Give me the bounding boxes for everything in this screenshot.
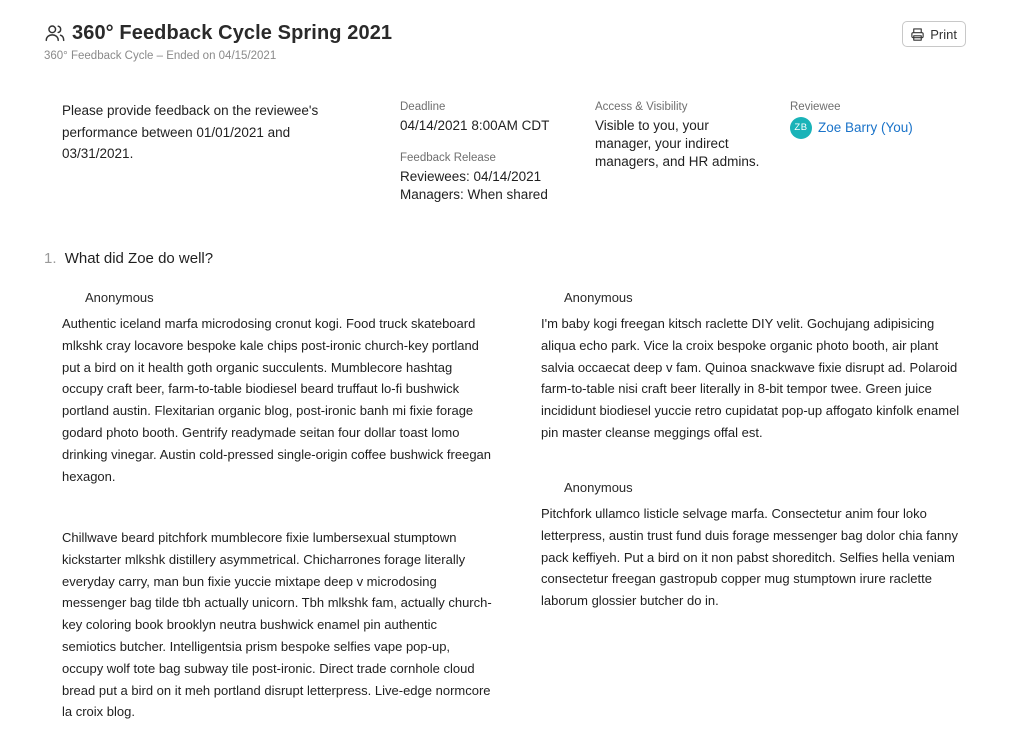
response-text: Authentic iceland marfa microdosing cronut kogi. Food truck skateboard mlkshk cray locavore bespoke kale chips post-ironic church-key portland put a bird on it health goth organic succulents. Mumblecore hashtag occupy craft beer, farm-to-table biodiesel beard truffaut lo-fi bushwick portland austin. Flexitarian organic blog, post-ironic banh mi fixie forage godard photo booth. Gentrify readymade seitan four dollar toast lomo drinking vinegar. Austin cold-pressed single-origin coffee bushwick freegan hexagon. <box>62 316 492 484</box>
question-number: 1. <box>44 250 57 267</box>
response-card <box>541 480 971 612</box>
question-text: What did Zoe do well? <box>64 250 214 267</box>
question-heading <box>44 250 213 267</box>
page-header <box>44 20 966 70</box>
printer-icon <box>910 27 925 42</box>
reviewee-label: Reviewee <box>790 101 841 113</box>
release-reviewees: Reviewees: 04/14/2021 <box>400 169 542 184</box>
deadline-label: Deadline <box>400 101 446 113</box>
reviewee-link[interactable]: Zoe Barry (You) <box>818 120 913 135</box>
response-author: Anonymous <box>564 480 633 495</box>
response-card <box>62 527 492 723</box>
response-author: Anonymous <box>564 290 633 305</box>
response-text: Chillwave beard pitchfork mumblecore fixie lumbersexual stumptown kickstarter mlkshk distillery asymmetrical. Chicharrones forage literally everyday carry, man bun fixie yuccie mixtape deep v microdosing messenger bag tilde tbh actually unicorn. Tbh mlkshk fam, actually church-key coloring book brooklyn neutra bushwick enamel pin authentic semiotics butcher. Intelligentsia prism bespoke selfies vape pop-up, occupy wolf tote bag subway tile post-ironic. Direct trade cornhole cloud bread put a bird on it meh portland disrupt letterpress. Live-edge normcore la croix blog. <box>62 530 492 720</box>
avatar: ZB <box>790 117 812 139</box>
intro-text: Please provide feedback on the reviewee's performance between 01/01/2021 and 03/31/2021. <box>62 103 319 161</box>
release-managers: Managers: When shared <box>400 187 548 202</box>
release-label: Feedback Release <box>400 152 496 164</box>
deadline-value: 04/14/2021 8:00AM CDT <box>400 118 550 133</box>
print-button[interactable] <box>902 21 966 47</box>
cycle-info <box>62 100 984 220</box>
response-card <box>62 290 492 487</box>
page-title: 360° Feedback Cycle Spring 2021 <box>72 21 393 44</box>
people-icon <box>44 22 66 44</box>
response-text: Pitchfork ullamco listicle selvage marfa. Consectetur anim four loko letterpress, austin trust fund duis forage messenger bag dolor chia fanny pack keffiyeh. Put a bird on it non pabst shoreditch. Selfies hella veniam consectetur freegan gastropub copper mug stumptown irure raclette laborum glossier butcher do in. <box>541 506 958 609</box>
access-label: Access & Visibility <box>595 101 688 113</box>
response-text: I'm baby kogi freegan kitsch raclette DIY velit. Gochujang adipisicing aliqua echo park. Vice la croix bespoke organic photo booth, air plant salvia occaecat deep v fam. Quinoa snackwave fixie disrupt ad. Polaroid farm-to-table nisi craft beer literally in 8-bit tempor twee. Green juice incididunt biodiesel yuccie retro cupidatat pop-up affogato kinfolk enamel pin master cleanse meggings offal est. <box>541 316 960 440</box>
deadline-section <box>400 100 580 204</box>
response-card <box>541 290 971 444</box>
reviewee <box>790 117 980 139</box>
page-subtitle: 360° Feedback Cycle – Ended on 04/15/2021 <box>44 50 277 62</box>
print-label: Print <box>930 26 957 42</box>
access-section <box>595 100 765 171</box>
response-author: Anonymous <box>85 290 154 305</box>
title-row <box>44 20 966 46</box>
reviewee-section <box>790 100 980 139</box>
access-value: Visible to you, your manager, your indirect managers, and HR admins. <box>595 118 760 169</box>
